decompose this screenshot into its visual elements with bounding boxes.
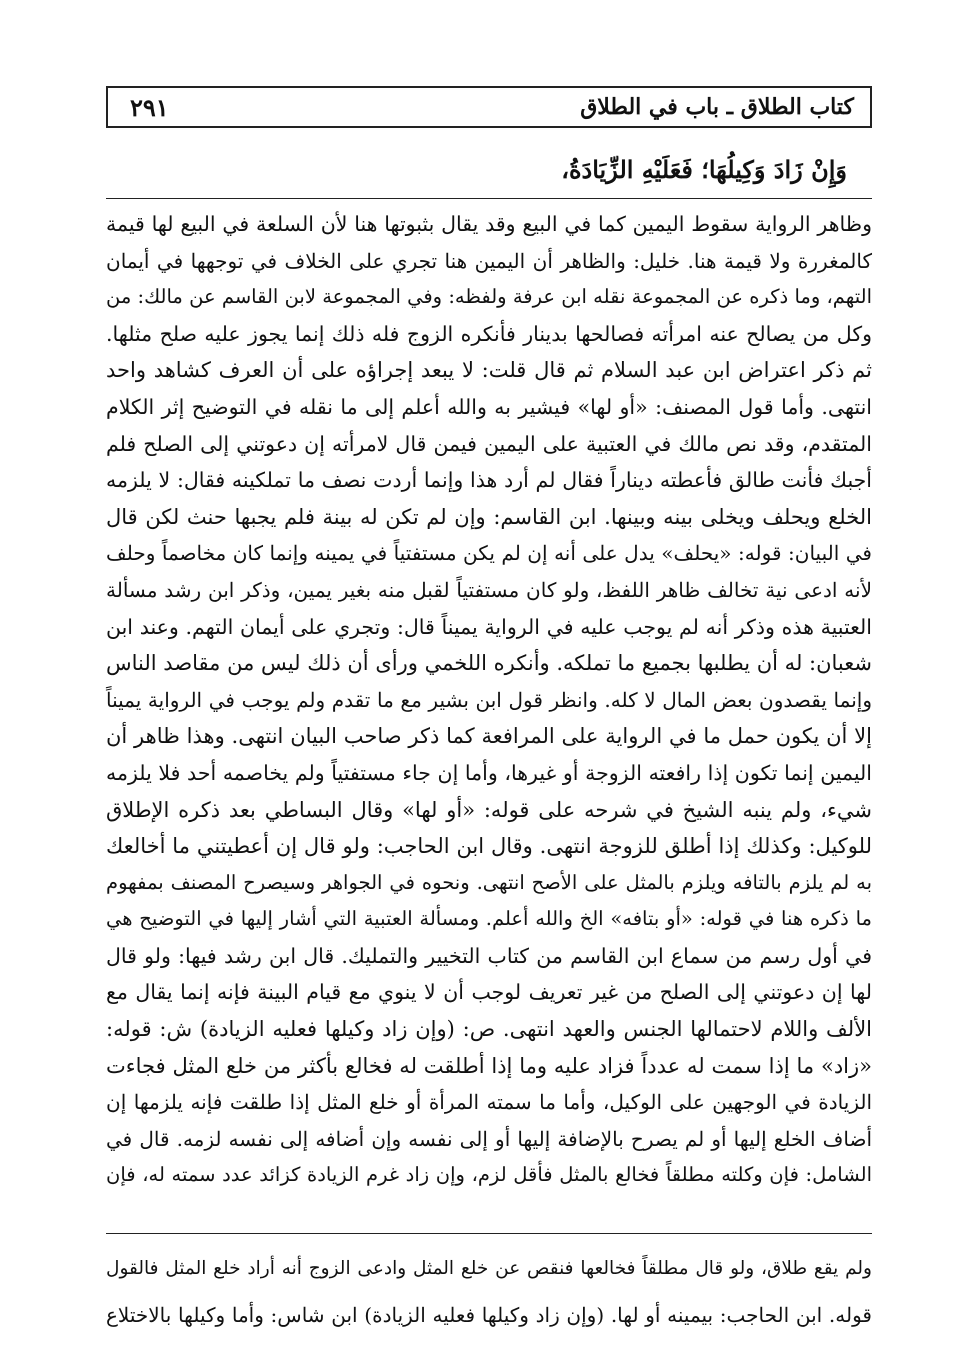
- commentary-line: في البيان: قوله: «يحلف» يدل على أنه إن لم يكن مستفتياً في يمينه وإنما كان مخاصماً وحلف: [106, 541, 872, 566]
- page-number: ٢٩١: [130, 92, 169, 122]
- commentary-line: المتقدم، وقد نص مالك في العتبية على اليمين فيمن قال لامرأته إن دعوتني إلى الصلح فلم: [106, 431, 872, 456]
- matn-divider: [106, 198, 872, 199]
- commentary-line: إلا أن يكون حمل ما في الرواية على المرافعة كما ذكر صاحب البيان انتهى. وهذا ظاهر أن: [106, 724, 872, 749]
- footnote-divider: [106, 1233, 872, 1234]
- footnote-block: [106, 1245, 872, 1339]
- matn-text: وَإِنْ زَادَ وَكِيلُهَا؛ فَعَلَيْهِ الزِّيَادَةُ،: [561, 155, 847, 184]
- commentary-line: كالمغررة ولا قيمة هنا. خليل: والظاهر أن اليمين هنا تجري على الخلاف في توجهها في أيمان: [106, 248, 872, 273]
- footnote-line: قوله. ابن الحاجب: بيمينه أو لها. (وإن زاد وكيلها فعليه الزيادة) ابن شاس: وأما وكيلها بالاختلاع: [106, 1303, 872, 1327]
- commentary-line: وإنما يقصدون بعض المال لا كله. وانظر قول ابن بشير مع ما تقدم ولم يوجب في الرواية يميناً: [106, 687, 872, 712]
- commentary-line: العتبية هذه وذكر أنه لم يوجب عليه في الرواية يميناً قال: وتجري على أيمان التهم. وعند ابن: [106, 614, 872, 639]
- commentary-line: الألف واللام لاحتمالها الجنس والعهد انتهى. ص: (وإن زاد وكيلها فعليه الزيادة) ش: قوله:: [106, 1017, 872, 1042]
- running-header: [106, 86, 872, 128]
- commentary-line: «زاد» ما إذا سمت له عدداً فزاد عليه وما إذا أطلقت له فخالع بأكثر من خلع المثل فجاءت: [106, 1053, 872, 1078]
- commentary-line: الزيادة في الوجهين على الوكيل، وأما ما سمته المرأة أو خلع المثل إذا طلقت فإنه يلزمها إن: [106, 1090, 872, 1115]
- commentary-line: اليمين إنما تكون إذا رافعته الزوجة أو غيرها، وأما إن جاء مستفتياً ولم يخاصمه أحد فلا يلزمه: [106, 760, 872, 785]
- commentary-line: وظاهر الرواية سقوط اليمين كما في البيع وقد يقال بثبوتها هنا لأن السلعة في البيع لها قيمة: [106, 212, 872, 236]
- footnote-line: ولم يقع طلاق، ولو قال مطلقاً فخالعها فنقص عن خلع المثل وادعى الزوج أنه أراد خلع المثل فالقول: [106, 1258, 872, 1279]
- commentary-block: [106, 206, 872, 1194]
- commentary-line: لأنه ادعى نية تخالف ظاهر اللفظ، ولو كان مستفتياً لقبل منه بغير يمين، وذكر ابن رشد مسألة: [106, 577, 872, 602]
- header-title: كتاب الطلاق ـ باب في الطلاق: [580, 94, 854, 120]
- commentary-line: وكل من يصالح عنه امرأته فصالحها بدينار فأنكره الزوج فله ذلك إنما يجوز عليه صلح مثلها.: [106, 321, 872, 346]
- commentary-line: للوكيل: وكذلك إذا أطلق للزوجة انتهى. وقال ابن الحاجب: ولو قال إن أعطيتني ما أخالعك: [106, 834, 872, 859]
- commentary-line: شعبان: له أن يطلبها بجميع ما تملكه. وأنكره اللخمي ورأى أن ذلك ليس من مقاصد الناس: [106, 651, 872, 676]
- commentary-line: لها إن دعوتني إلى الصلح من غير تعريف لوجب أن لا ينوي مع قيام البينة فإنه إنما يقال مع: [106, 980, 872, 1005]
- commentary-line: أضاف الخلع إليها أو لم يصرح بالإضافة إليها أو إلى نفسه وإن أضافه إلى نفسه لزمه. قال في: [106, 1126, 872, 1151]
- commentary-line: انتهى. وأما قول المصنف: «أو لها» فيشير به والله أعلم إلى ما نقله في التوضيح إثر الكلام: [106, 394, 872, 419]
- commentary-line: الشامل: فإن وكلته مطلقاً فخالع بالمثل فأقل لزم، وإن زاد غرم الزيادة كزائد عدد سمته له، فإن: [106, 1163, 872, 1187]
- commentary-line: ما ذكره هنا في قوله: «أو بتافه» الخ والله أعلم. ومسألة العتبية التي أشار إليها في التوضيح هي: [106, 907, 872, 931]
- commentary-line: أجبك فأنت طالق فأعطته ديناراً فقال لم أرد هذا وإنما أردت نصف ما تملكينه فقال: لا يلزمه: [106, 468, 872, 493]
- commentary-line: التهم، وما ذكره عن المجموعة نقله ابن عرفة ولفظه: وفي المجموعة لابن القاسم عن مالك: من: [106, 285, 872, 309]
- commentary-line: في أول رسم من سماع ابن القاسم من كتاب التخيير والتمليك. قال ابن رشد فيها: ولو قال: [106, 943, 872, 968]
- commentary-line: الخلع ويحلف ويخلى بينه وبينها. ابن القاسم: وإن لم تكن له بينة فلم يجبها حنث لكن قال: [106, 504, 872, 529]
- commentary-line: ثم ذكر اعتراض ابن عبد السلام ثم قال قلت: لا يبعد إجراؤه على أن العرف كشاهد واحد: [106, 358, 872, 383]
- commentary-line: شيء، ولم ينبه الشيخ في شرحه على قوله: «أو لها» وقال البساطي بعد ذكره الإطلاق: [106, 797, 872, 822]
- commentary-line: به لم يلزم بالتافه ويلزم بالمثل على الأصح انتهى. ونحوه في الجواهر وسيصرح المصنف بمفهوم: [106, 870, 872, 894]
